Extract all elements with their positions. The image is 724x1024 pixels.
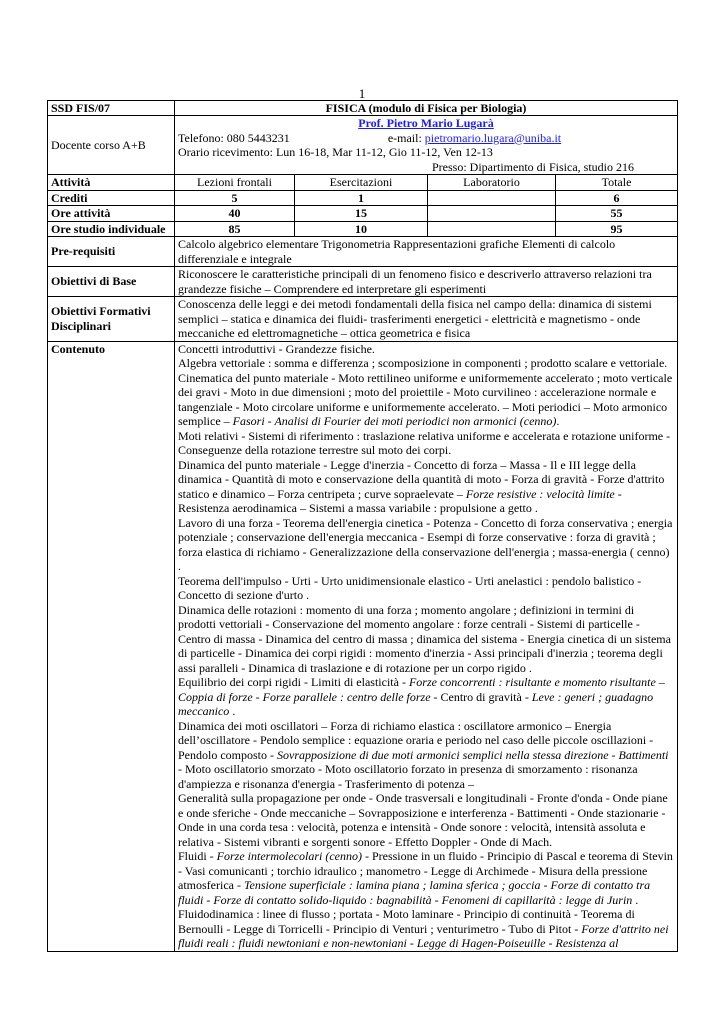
cell-value: 5 — [175, 190, 295, 206]
row-label: Ore studio individuale — [48, 221, 175, 237]
prereq-text: Calcolo algebrico elementare Trigonometria Rappresentazioni grafiche Elementi di calcolo differenziale e integrale — [175, 237, 678, 267]
formative-objectives-text: Conoscenza delle leggi e dei metodi fondamentali della fisica nel campo della: dinamica di sistemi semplici – statica e dinamica dei fluidi- trasferimenti energetici - elettricità e magnetismo - onde meccaniche ed elettromagnetiche – ottica geometrica e fisica — [175, 297, 678, 342]
office-location: Presso: Dipartimento di Fisica, studio 216 — [432, 159, 634, 174]
content-paragraph: Teorema dell'impulso - Urti - Urto unidimensionale elastico - Urti anelastici : pendolo balistico - Concetto di sezione d'urto . — [178, 573, 642, 602]
cell-value — [428, 221, 556, 237]
study-row — [48, 221, 678, 237]
office-hours: Orario ricevimento: Lun 16-18, Mar 11-12, Gio 11-12, Ven 12-13 — [178, 145, 493, 159]
content-paragraph: Equilibrio dei corpi rigidi - Limiti di elasticità - Forze concorrenti : risultante e momento risultante – Coppia di forze - Forze parallele : centro delle forze - Centro di gravità - Leve : generi ; guadagno meccanico . — [178, 675, 665, 718]
cell-value: 1 — [295, 190, 428, 206]
cell-value — [428, 190, 556, 206]
email-link[interactable]: pietromario.lugara@uniba.it — [424, 130, 562, 145]
page-number: 1 — [358, 86, 366, 101]
col-totale: Totale — [556, 175, 678, 191]
course-title: FISICA (modulo di Fisica per Biologia) — [175, 101, 678, 116]
formative-objectives-label: Obiettivi Formativi Disciplinari — [48, 297, 175, 342]
header-row — [48, 101, 678, 116]
content-paragraph: Algebra vettoriale : somma e differenza ; scomposizione in componenti ; prodotto scalare e vettoriale. — [178, 356, 668, 370]
cell-value: 40 — [175, 206, 295, 222]
content-row — [48, 341, 678, 951]
teacher-phone: Telefono: 080 5443231 — [178, 130, 290, 145]
base-objectives-label: Obiettivi di Base — [48, 267, 175, 297]
content-text — [175, 341, 678, 951]
cell-value: 95 — [556, 221, 678, 237]
cell-value: 15 — [295, 206, 428, 222]
content-label: Contenuto — [48, 341, 175, 951]
col-esercitazioni: Esercitazioni — [295, 175, 428, 191]
content-paragraph: Dinamica dei moti oscillatori – Forza di richiamo elastica : oscillatore armonico – Energia dell’oscillatore - Pendolo semplice : equazione oraria e periodo nel caso delle piccole oscillazioni - Pendolo composto - Sovrapposizione di due moti armonici semplici nella stessa direzione - Battimenti - Moto oscillatorio smorzato - Moto oscillatorio forzato in presenza di smorzamento : risonanza d'ampiezza e risonanza d'energia - Trasferimento di potenza – — [178, 718, 669, 791]
content-paragraph: Moti relativi - Sistemi di riferimento : traslazione relativa uniforme e accelerata e rotazione uniforme - Conseguenze della rotazione terrestre sul moto dei corpi. — [178, 428, 671, 457]
base-objectives-text: Riconoscere le caratteristiche principali di un fenomeno fisico e descriverlo attraverso relazioni tra grandezze fisiche – Comprendere ed interpretare gli esperimenti — [175, 267, 678, 297]
hours-row — [48, 206, 678, 222]
content-paragraph: Fluidi - Forze intermolecolari (cenno) - Pressione in un fluido - Principio di Pascal e teorema di Stevin - Vasi comunicanti ; torchio idraulico ; manometro - Legge di Archimede - Misura della pressione atmosferica - Tensione superficiale : lamina piana ; lamina sferica ; goccia - Forze di contatto tra fluidi - Forze di contatto solido-liquido : bagnabilità - Fenomeni di capillarità : legge di Jurin . — [178, 849, 673, 907]
email-label: e-mail: — [387, 130, 422, 145]
base-objectives-row — [48, 267, 678, 297]
activities-header-row — [48, 175, 678, 191]
credits-row — [48, 190, 678, 206]
formative-objectives-row — [48, 297, 678, 342]
activities-label: Attività — [48, 175, 175, 191]
cell-value: 85 — [175, 221, 295, 237]
content-paragraph: Cinematica del punto materiale - Moto rettilineo uniforme e uniformemente accelerato ; moto verticale dei gravi - Moto in due dimensioni ; moto del proiettile - Moto curvilineo : accelerazione normale e tangenziale - Moto circolare uniforme e uniformemente accelerato. – Moti periodici – Moto armonico semplice – Fasori - Analisi di Fourier dei moti periodici non armonici (cenno). — [178, 370, 673, 428]
cell-value — [428, 206, 556, 222]
col-laboratorio: Laboratorio — [428, 175, 556, 191]
content-paragraph: Lavoro di una forza - Teorema dell'energia cinetica - Potenza - Concetto di forza conservativa ; energia potenziale ; conservazione dell'energia meccanica - Esempi di forze conservative : forza di gravità ; forza elastica di richiamo - Generalizzazione della conservazione dell'energia ; massa-energia ( cenno) . — [178, 515, 673, 573]
content-paragraph: Fluidodinamica : linee di flusso ; portata - Moto laminare - Principio di continuità - Teorema di Bernoulli - Legge di Torricelli - Principio di Venturi ; venturimetro - Tubo di Pitot - Forze d'attrito nei fluidi reali : fluidi newtoniani e non-newtoniani - Legge di Hagen-Poiseuille - Resistenza al — [178, 907, 669, 950]
syllabus-table — [47, 100, 678, 952]
teacher-row — [48, 116, 678, 175]
row-label: Crediti — [48, 190, 175, 206]
col-lezioni: Lezioni frontali — [175, 175, 295, 191]
teacher-name-link[interactable]: Prof. Pietro Mario Lugarà — [358, 116, 494, 130]
content-paragraph: Concetti introduttivi - Grandezze fisiche. — [178, 341, 375, 356]
prereq-row — [48, 237, 678, 267]
cell-value: 6 — [556, 190, 678, 206]
teacher-info — [175, 116, 678, 175]
prereq-label: Pre-requisiti — [48, 237, 175, 267]
row-label: Ore attività — [48, 206, 175, 222]
content-paragraph: Dinamica del punto materiale - Legge d'inerzia - Concetto di forza – Massa - Il e III legge della dinamica - Quantità di moto e conservazione della quantità di moto - Forza di gravità - Forze d'attrito statico e dinamico – Forza centripeta ; curve sopraelevate – Forze resistive : velocità limite - Resistenza aerodinamica – Sistemi a massa variabile : propulsione a getto . — [178, 457, 665, 515]
teacher-label: Docente corso A+B — [48, 116, 175, 175]
ssd-code: SSD FIS/07 — [48, 101, 175, 116]
cell-value: 10 — [295, 221, 428, 237]
cell-value: 55 — [556, 206, 678, 222]
content-paragraph: Dinamica delle rotazioni : momento di una forza ; momento angolare ; definizioni in termini di prodotti vettoriali - Conservazione del momento angolare : forze centrali - Sistemi di particelle - Centro di massa - Dinamica del centro di massa ; dinamica del sistema - Energia cinetica di un sistema di particelle - Dinamica dei corpi rigidi : momento d'inerzia - Assi principali d'inerzia ; teorema degli assi paralleli - Dinamica di traslazione e di rotazione per un corpo rigido . — [178, 602, 671, 675]
content-paragraph: Generalità sulla propagazione per onde - Onde trasversali e longitudinali - Fronte d'onda - Onde piane e onde sferiche - Onde meccaniche – Sovrapposizione e interferenza - Battimenti - Onde stazionarie - Onde in una corda tesa : velocità, potenza e intensità - Onde sonore : velocità, intensità assoluta e relativa - Sistemi vibranti e sorgenti sonore - Effetto Doppler - Onde di Mach. — [178, 791, 668, 849]
